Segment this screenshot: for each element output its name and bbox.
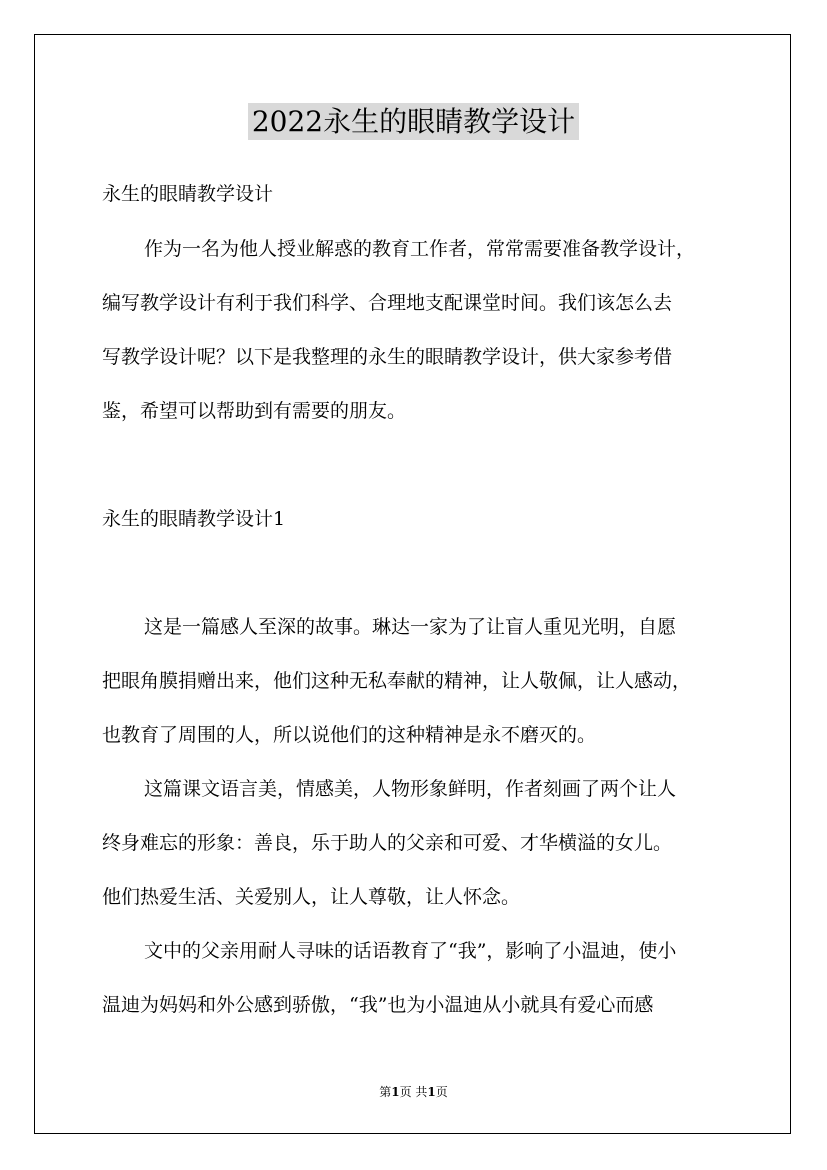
intro-line: 编写教学设计有利于我们科学、合理地支配课堂时间。我们该怎么去 bbox=[102, 292, 673, 314]
para1-line: 也教育了周围的人，所以说他们的这种精神是永不磨灭的。 bbox=[102, 724, 597, 746]
page-footer bbox=[0, 1083, 827, 1100]
footer-page-number: 1 bbox=[391, 1085, 400, 1099]
para1-line: 把眼角膜捐赠出来，他们这种无私奉献的精神，让人敬佩，让人感动， bbox=[102, 670, 692, 692]
subtitle: 永生的眼睛教学设计 bbox=[102, 183, 274, 205]
intro-line: 鉴，希望可以帮助到有需要的朋友。 bbox=[102, 400, 407, 422]
para2-line: 终身难忘的形象：善良，乐于助人的父亲和可爱、才华横溢的女儿。 bbox=[102, 832, 673, 854]
footer-total-pages: 1 bbox=[427, 1085, 436, 1099]
para3-line: 文中的父亲用耐人寻味的话语教育了“我”，影响了小温迪，使小 bbox=[144, 940, 677, 962]
para3-line: 温迪为妈妈和外公感到骄傲，“我”也为小温迪从小就具有爱心而感 bbox=[102, 994, 654, 1016]
section-heading: 永生的眼睛教学设计1 bbox=[102, 508, 286, 530]
para2-line: 这篇课文语言美，情感美，人物形象鲜明，作者刻画了两个让人 bbox=[144, 778, 677, 800]
document-title: 2022永生的眼睛教学设计 bbox=[248, 103, 579, 140]
footer-suffix: 页 bbox=[435, 1085, 448, 1099]
footer-prefix: 第 bbox=[379, 1085, 392, 1099]
document-title-wrap bbox=[0, 102, 827, 142]
footer-mid: 页 共 bbox=[399, 1085, 428, 1099]
para1-line: 这是一篇感人至深的故事。琳达一家为了让盲人重见光明，自愿 bbox=[144, 616, 677, 638]
intro-line: 写教学设计呢？以下是我整理的永生的眼睛教学设计，供大家参考借 bbox=[102, 346, 673, 368]
intro-line: 作为一名为他人授业解惑的教育工作者，常常需要准备教学设计， bbox=[144, 238, 696, 260]
para2-line: 他们热爱生活、关爱别人，让人尊敬，让人怀念。 bbox=[102, 886, 521, 908]
